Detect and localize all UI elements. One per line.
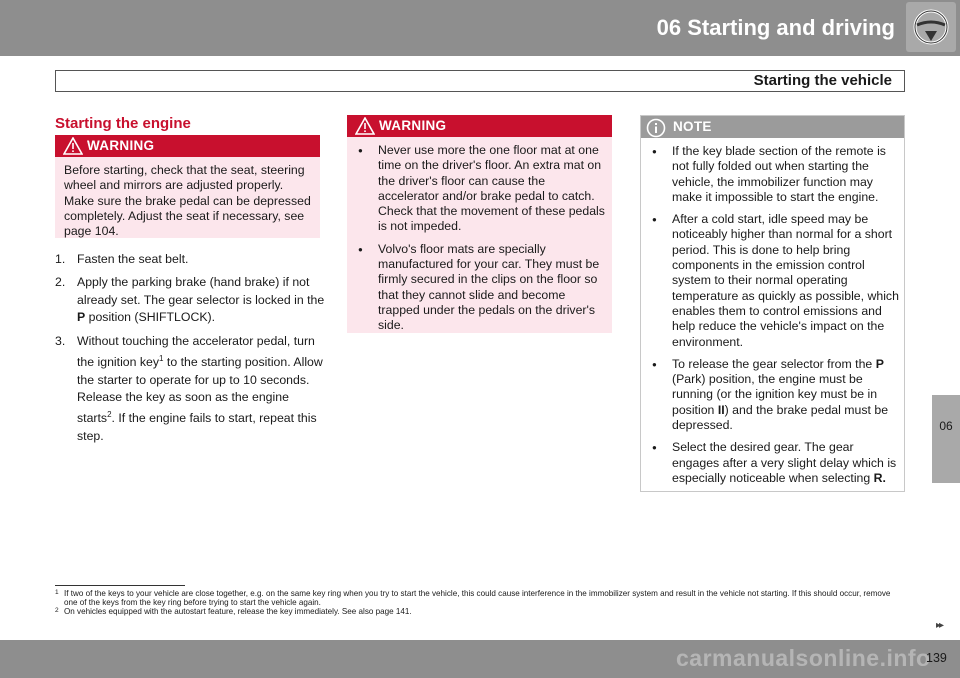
list-item: ● To release the gear selector from the P (Park) position, the engine must be running (or the ignition key must be in position II) and the brake pedal must be depressed. <box>650 357 899 433</box>
chapter-side-tab[interactable] <box>932 395 960 483</box>
page-number: 139 <box>926 651 947 665</box>
note-label: NOTE <box>673 119 712 134</box>
warning-text: Before starting, check that the seat, steering wheel and mirrors are adjusted properly. Make sure the brake pedal can be depressed completely. Adjust the seat if necessary, see page 104. <box>64 163 311 239</box>
list-item: ● Select the desired gear. The gear engages after a very slight delay which is especially noticeable when selecting R. <box>650 440 899 486</box>
watermark: carmanualsonline.info <box>676 645 931 671</box>
list-item: ● Volvo's floor mats are specially manufactured for your car. They must be firmly secured in the clips on the floor so that they cannot slide and become trapped under the pedals on the driver's side. <box>356 242 608 334</box>
list-item: 2. Apply the parking brake (hand brake) if not already set. The gear selector is locked in the P position (SHIFTLOCK). <box>55 275 325 325</box>
footnote-divider <box>55 585 185 586</box>
warning-box-seat <box>55 135 320 238</box>
list-item: ● Never use more the one floor mat at one time on the driver's floor. An extra mat on the driver's floor can cause the accelerator and/or brake pedal to catch. Check that the movement of these pedals is not impeded. <box>356 143 608 235</box>
warning-label: WARNING <box>87 138 155 153</box>
start-steps-list <box>55 251 325 451</box>
warning-label: WARNING <box>379 118 447 133</box>
note-header <box>641 116 904 138</box>
steering-wheel-icon <box>911 7 951 47</box>
info-icon <box>646 118 666 138</box>
warning-header <box>347 115 612 137</box>
chapter-title: 06 Starting and driving <box>656 15 895 40</box>
warning-box-floor-mats <box>347 115 612 333</box>
footnotes <box>55 589 905 616</box>
warning-header <box>55 135 320 157</box>
footnote-ref[interactable]: 1 <box>159 354 164 364</box>
warning-triangle-icon <box>63 137 83 155</box>
section-bar <box>55 70 905 92</box>
footnote-item: 1 If two of the keys to your vehicle are close together, e.g. on the same key ring when you try to start the vehicle, this could cause interference in the immobilizer system and result in the vehicle not starting. If this should occur, remove one of the keys from the key ring before trying to start the vehicle again. <box>55 589 891 607</box>
list-item: ● After a cold start, idle speed may be noticeably higher than normal for a short period. This is done to help bring components in the emission control system to their normal operating temperature as quickly as possible, which enables them to control emissions and help reduce the vehicle's impact on the environment. <box>650 212 899 350</box>
list-item: ● If the key blade section of the remote is not fully folded out when starting the vehicle, the immobilizer function may make it impossible to start the engine. <box>650 144 899 205</box>
footnote-item: 2 On vehicles equipped with the autostart feature, release the key immediately. See also page 141. <box>55 607 412 616</box>
steering-wheel-icon-box <box>906 2 956 52</box>
next-page-arrows-icon[interactable]: ▸▸ <box>936 620 943 631</box>
list-item: 3. Without touching the accelerator pedal, turn the ignition key$^1$ to the starting position. Allow the starter to operate for up to 10 seconds. Release the key as soon as the engine starts$^2$. If the engine fails to start, repeat this step. <box>55 333 323 443</box>
note-box <box>640 115 905 492</box>
starting-engine-heading: Starting the engine <box>55 115 191 132</box>
note-list <box>650 144 899 493</box>
list-item: 1. Fasten the seat belt. <box>55 252 189 266</box>
footnote-ref[interactable]: 2 <box>107 410 112 420</box>
chapter-side-tab-label: 06 <box>939 419 953 433</box>
section-title: Starting the vehicle <box>753 72 892 89</box>
warning-triangle-icon <box>355 117 375 135</box>
floor-mat-warning-list <box>356 143 608 341</box>
